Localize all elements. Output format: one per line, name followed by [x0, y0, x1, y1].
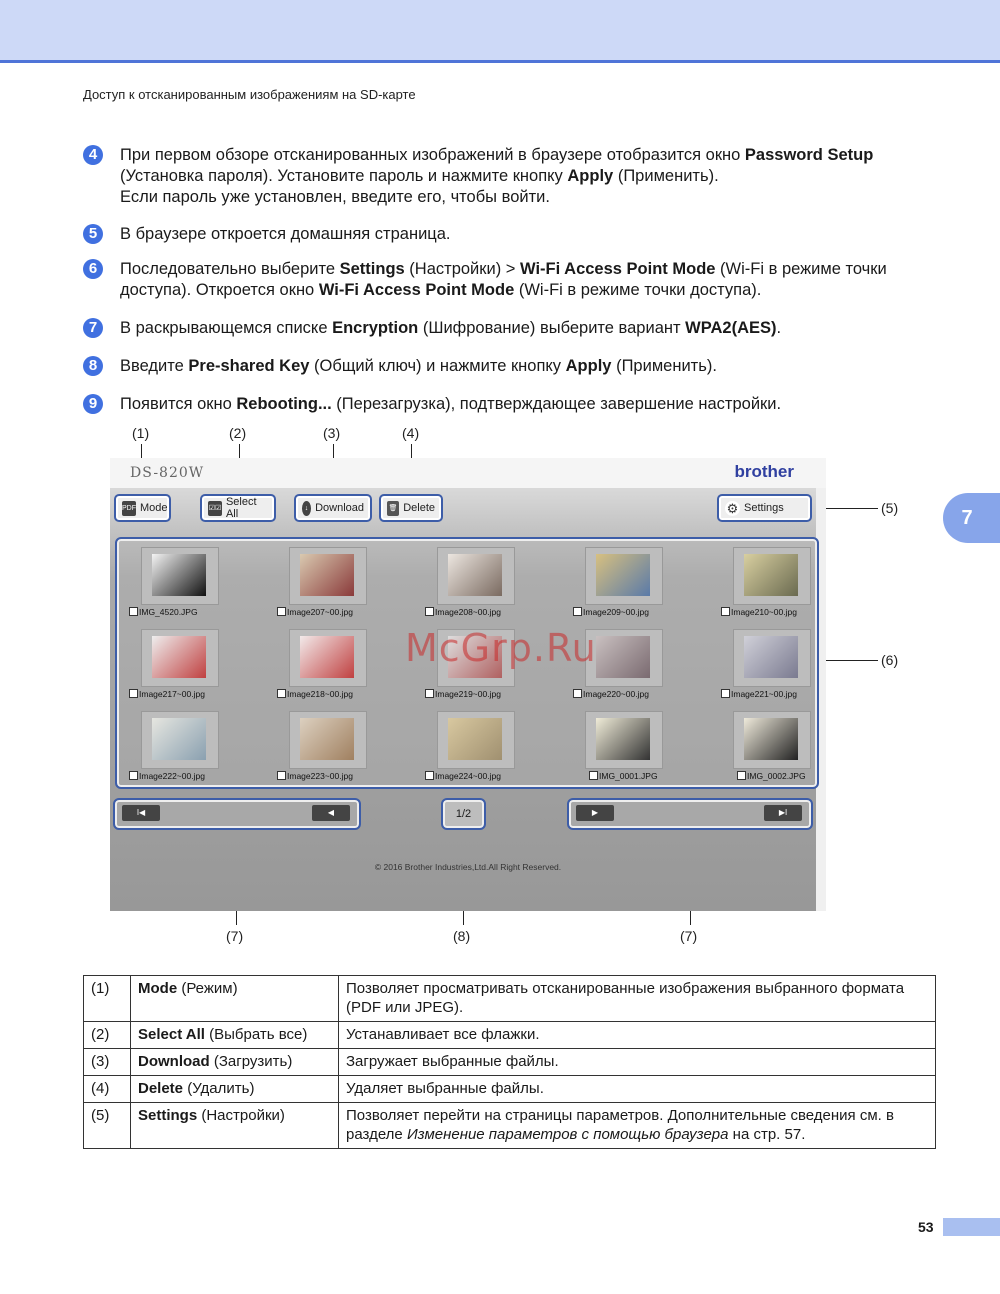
thumbnail-filename: Image207~00.jpg [287, 607, 353, 617]
download-icon: ↓ [302, 501, 311, 516]
row-desc: Удаляет выбранные файлы. [339, 1076, 936, 1103]
thumbnail-caption [573, 607, 649, 617]
nav-left-group [113, 798, 361, 830]
thumbnail-item[interactable] [129, 711, 279, 791]
thumbnail-caption [277, 689, 353, 699]
thumbnail-image[interactable] [733, 711, 811, 769]
thumbnail-checkbox[interactable] [129, 607, 138, 616]
thumbnail-item[interactable] [573, 711, 723, 791]
step-text: Последовательно выберите Settings (Настройки) > Wi-Fi Access Point Mode (Wi-Fi в режиме точки доступа). Откроется окно Wi-Fi Access Point Mode (Wi-Fi в режиме точки доступа). [120, 260, 887, 299]
callout-3: (3) [323, 425, 341, 441]
thumbnail-image[interactable] [585, 547, 663, 605]
callout-2: (2) [229, 425, 247, 441]
trash-icon: 🗑 [387, 501, 399, 516]
thumbnail-caption [129, 771, 205, 781]
thumbnail-image[interactable] [437, 711, 515, 769]
prev-page-button[interactable]: ◀ [312, 805, 350, 821]
thumbnail-caption [425, 771, 501, 781]
thumbnail-caption [737, 771, 806, 781]
next-page-button[interactable]: ▶ [576, 805, 614, 821]
thumbnail-checkbox[interactable] [721, 689, 730, 698]
thumbnail-filename: Image210~00.jpg [731, 607, 797, 617]
step-text: При первом обзоре отсканированных изображений в браузере отобразится окно Password Setup (Установка пароля). Установите пароль и нажмите кнопку Apply (Применить). Если пароль уже установлен, введите его, чтобы войти. [120, 146, 874, 206]
thumbnail-image[interactable] [289, 629, 367, 687]
name-bold: Mode [138, 980, 178, 997]
callout-7-left: (7) [226, 928, 244, 944]
step-text: В браузере откроется домашняя страница. [120, 225, 451, 243]
thumbnail-item[interactable] [425, 711, 575, 791]
thumbnail-image-content [300, 636, 354, 678]
thumbnail-image-content [152, 554, 206, 596]
pdf-icon: PDF [122, 501, 136, 516]
browser-screenshot [110, 458, 826, 911]
watermark: McGrp.Ru [405, 626, 597, 670]
thumbnail-image[interactable] [141, 711, 219, 769]
settings-button[interactable] [717, 494, 812, 522]
thumbnail-caption [129, 607, 198, 617]
step-text: Появится окно Rebooting... (Перезагрузка), подтверждающее завершение настройки. [120, 395, 782, 413]
thumbnail-image-content [596, 554, 650, 596]
thumbnail-caption [277, 771, 353, 781]
step-7 [83, 318, 943, 339]
thumbnail-image-content [300, 554, 354, 596]
thumbnail-item[interactable] [573, 547, 723, 627]
row-id: (4) [84, 1076, 131, 1103]
row-name [131, 1022, 339, 1049]
step-number: 8 [83, 356, 103, 376]
step-4 [83, 145, 943, 208]
thumbnail-item[interactable] [721, 629, 871, 709]
thumbnail-filename: Image222~00.jpg [139, 771, 205, 781]
thumbnail-filename: IMG_0001.JPG [599, 771, 658, 781]
settings-label: Settings [744, 502, 784, 514]
name-bold: Select All [138, 1026, 205, 1043]
thumbnail-checkbox[interactable] [425, 771, 434, 780]
thumbnail-checkbox[interactable] [573, 689, 582, 698]
step-number: 9 [83, 394, 103, 414]
mode-button[interactable] [114, 494, 171, 522]
step-6 [83, 259, 943, 301]
name-ru: (Режим) [177, 980, 238, 997]
thumbnail-item[interactable] [425, 547, 575, 627]
table-row [84, 1076, 936, 1103]
running-header: Доступ к отсканированным изображениям на SD-карте [83, 87, 416, 102]
thumbnail-caption [277, 607, 353, 617]
thumbnail-image[interactable] [437, 547, 515, 605]
page-bar [943, 1218, 1000, 1236]
thumbnail-filename: Image218~00.jpg [287, 689, 353, 699]
row-desc: Загружает выбранные файлы. [339, 1049, 936, 1076]
thumbnail-checkbox[interactable] [425, 607, 434, 616]
thumbnail-filename: Image209~00.jpg [583, 607, 649, 617]
thumbnail-image[interactable] [141, 629, 219, 687]
row-name [131, 1049, 339, 1076]
thumbnail-image-content [300, 718, 354, 760]
thumbnail-image-content [596, 636, 650, 678]
name-bold: Download [138, 1053, 210, 1070]
table-row [84, 1049, 936, 1076]
thumbnail-checkbox[interactable] [277, 689, 286, 698]
name-ru: (Загрузить) [209, 1053, 293, 1070]
thumbnail-item[interactable] [721, 711, 871, 791]
page-indicator: 1/2 [441, 798, 486, 830]
thumbnail-image-content [744, 718, 798, 760]
thumbnail-filename: Image221~00.jpg [731, 689, 797, 699]
step-number: 7 [83, 318, 103, 338]
row-desc: Позволяет просматривать отсканированные изображения выбранного формата (PDF или JPEG). [339, 976, 936, 1022]
thumbnail-checkbox[interactable] [129, 771, 138, 780]
thumbnail-filename: Image223~00.jpg [287, 771, 353, 781]
thumbnail-checkbox[interactable] [573, 607, 582, 616]
select-all-button[interactable] [200, 494, 276, 522]
copyright: © 2016 Brother Industries,Ltd.All Right Reserved. [374, 862, 562, 872]
row-desc [339, 1103, 936, 1149]
thumbnail-image[interactable] [585, 711, 663, 769]
step-text: В раскрывающемся списке Encryption (Шифрование) выберите вариант WPA2(AES). [120, 319, 782, 337]
desc-text: Позволяет перейти на страницы параметров. Дополнительные сведения см. в разделе [346, 1107, 894, 1143]
mode-label: Mode [140, 502, 168, 514]
name-ru: (Удалить) [183, 1080, 255, 1097]
thumbnail-image[interactable] [733, 547, 811, 605]
thumbnail-filename: IMG_0002.JPG [747, 771, 806, 781]
thumbnail-checkbox[interactable] [721, 607, 730, 616]
thumbnail-image-content [448, 718, 502, 760]
thumbnail-caption [129, 689, 205, 699]
model-name: DS-820W [130, 465, 205, 481]
thumbnail-image[interactable] [733, 629, 811, 687]
checkbox-grid-icon: ☑☑ [208, 501, 222, 516]
select-all-label: Select All [225, 496, 257, 520]
callout-7-right: (7) [680, 928, 698, 944]
thumbnail-item[interactable] [129, 547, 279, 627]
nav-right-group [567, 798, 813, 830]
thumbnail-checkbox[interactable] [425, 689, 434, 698]
thumbnail-filename: IMG_4520.JPG [139, 607, 198, 617]
row-id: (2) [84, 1022, 131, 1049]
row-name [131, 1076, 339, 1103]
thumbnail-caption [573, 689, 649, 699]
row-id: (5) [84, 1103, 131, 1149]
row-id: (3) [84, 1049, 131, 1076]
thumbnail-checkbox[interactable] [129, 689, 138, 698]
thumbnail-caption [721, 607, 797, 617]
callout-1: (1) [132, 425, 150, 441]
thumbnail-filename: Image217~00.jpg [139, 689, 205, 699]
first-page-button[interactable]: I◀ [122, 805, 160, 821]
page-number: 53 [918, 1219, 934, 1235]
thumbnail-checkbox[interactable] [277, 771, 286, 780]
thumbnail-item[interactable] [721, 547, 871, 627]
step-9 [83, 394, 943, 415]
thumbnail-image[interactable] [141, 547, 219, 605]
thumbnail-filename: Image224~00.jpg [435, 771, 501, 781]
thumbnail-checkbox[interactable] [277, 607, 286, 616]
thumbnail-image[interactable] [289, 547, 367, 605]
thumbnail-image-content [152, 718, 206, 760]
brother-logo: brother [734, 462, 794, 481]
thumbnail-caption [721, 689, 797, 699]
table-row [84, 976, 936, 1022]
thumbnail-checkbox[interactable] [589, 771, 598, 780]
step-5 [83, 224, 943, 245]
callout-8: (8) [453, 928, 471, 944]
name-bold: Settings [138, 1107, 198, 1124]
step-8 [83, 356, 943, 377]
callout-4: (4) [402, 425, 420, 441]
step-text: Введите Pre-shared Key (Общий ключ) и нажмите кнопку Apply (Применить). [120, 357, 717, 375]
thumbnail-image-content [596, 718, 650, 760]
thumbnail-filename: Image220~00.jpg [583, 689, 649, 699]
thumbnail-image-content [744, 636, 798, 678]
thumbnail-checkbox[interactable] [737, 771, 746, 780]
thumbnail-image[interactable] [289, 711, 367, 769]
delete-button[interactable] [379, 494, 443, 522]
last-page-button[interactable]: ▶I [764, 805, 802, 821]
thumbnail-image-content [152, 636, 206, 678]
thumbnail-caption [589, 771, 658, 781]
download-button[interactable] [294, 494, 372, 522]
chapter-tab [943, 493, 1000, 543]
thumbnail-filename: Image208~00.jpg [435, 607, 501, 617]
thumbnail-caption [425, 689, 501, 699]
step-number: 5 [83, 224, 103, 244]
row-name [131, 976, 339, 1022]
chapter-number: 7 [961, 507, 973, 529]
name-ru: (Настройки) [197, 1107, 285, 1124]
description-table [83, 975, 936, 1149]
gear-icon: ⚙ [726, 500, 739, 516]
desc-tail: на стр. 57. [728, 1126, 806, 1143]
thumbnail-image-content [744, 554, 798, 596]
row-desc: Устанавливает все флажки. [339, 1022, 936, 1049]
desc-italic-link[interactable]: Изменение параметров с помощью браузера [406, 1126, 729, 1143]
thumbnail-item[interactable] [129, 629, 279, 709]
name-bold: Delete [138, 1080, 184, 1097]
name-ru: (Выбрать все) [204, 1026, 308, 1043]
callout-6: (6) [881, 652, 899, 668]
screenshot-header [110, 458, 826, 488]
step-number: 6 [83, 259, 103, 279]
thumbnail-caption [425, 607, 501, 617]
table-row [84, 1022, 936, 1049]
step-number: 4 [83, 145, 103, 165]
table-row [84, 1103, 936, 1149]
callout-5: (5) [881, 500, 899, 516]
thumbnail-filename: Image219~00.jpg [435, 689, 501, 699]
row-id: (1) [84, 976, 131, 1022]
download-label: Download [315, 502, 364, 514]
top-band [0, 0, 1000, 63]
thumbnail-image-content [448, 554, 502, 596]
thumbnail-item[interactable] [277, 711, 427, 791]
thumbnail-item[interactable] [277, 547, 427, 627]
row-name [131, 1103, 339, 1149]
delete-label: Delete [403, 502, 435, 514]
